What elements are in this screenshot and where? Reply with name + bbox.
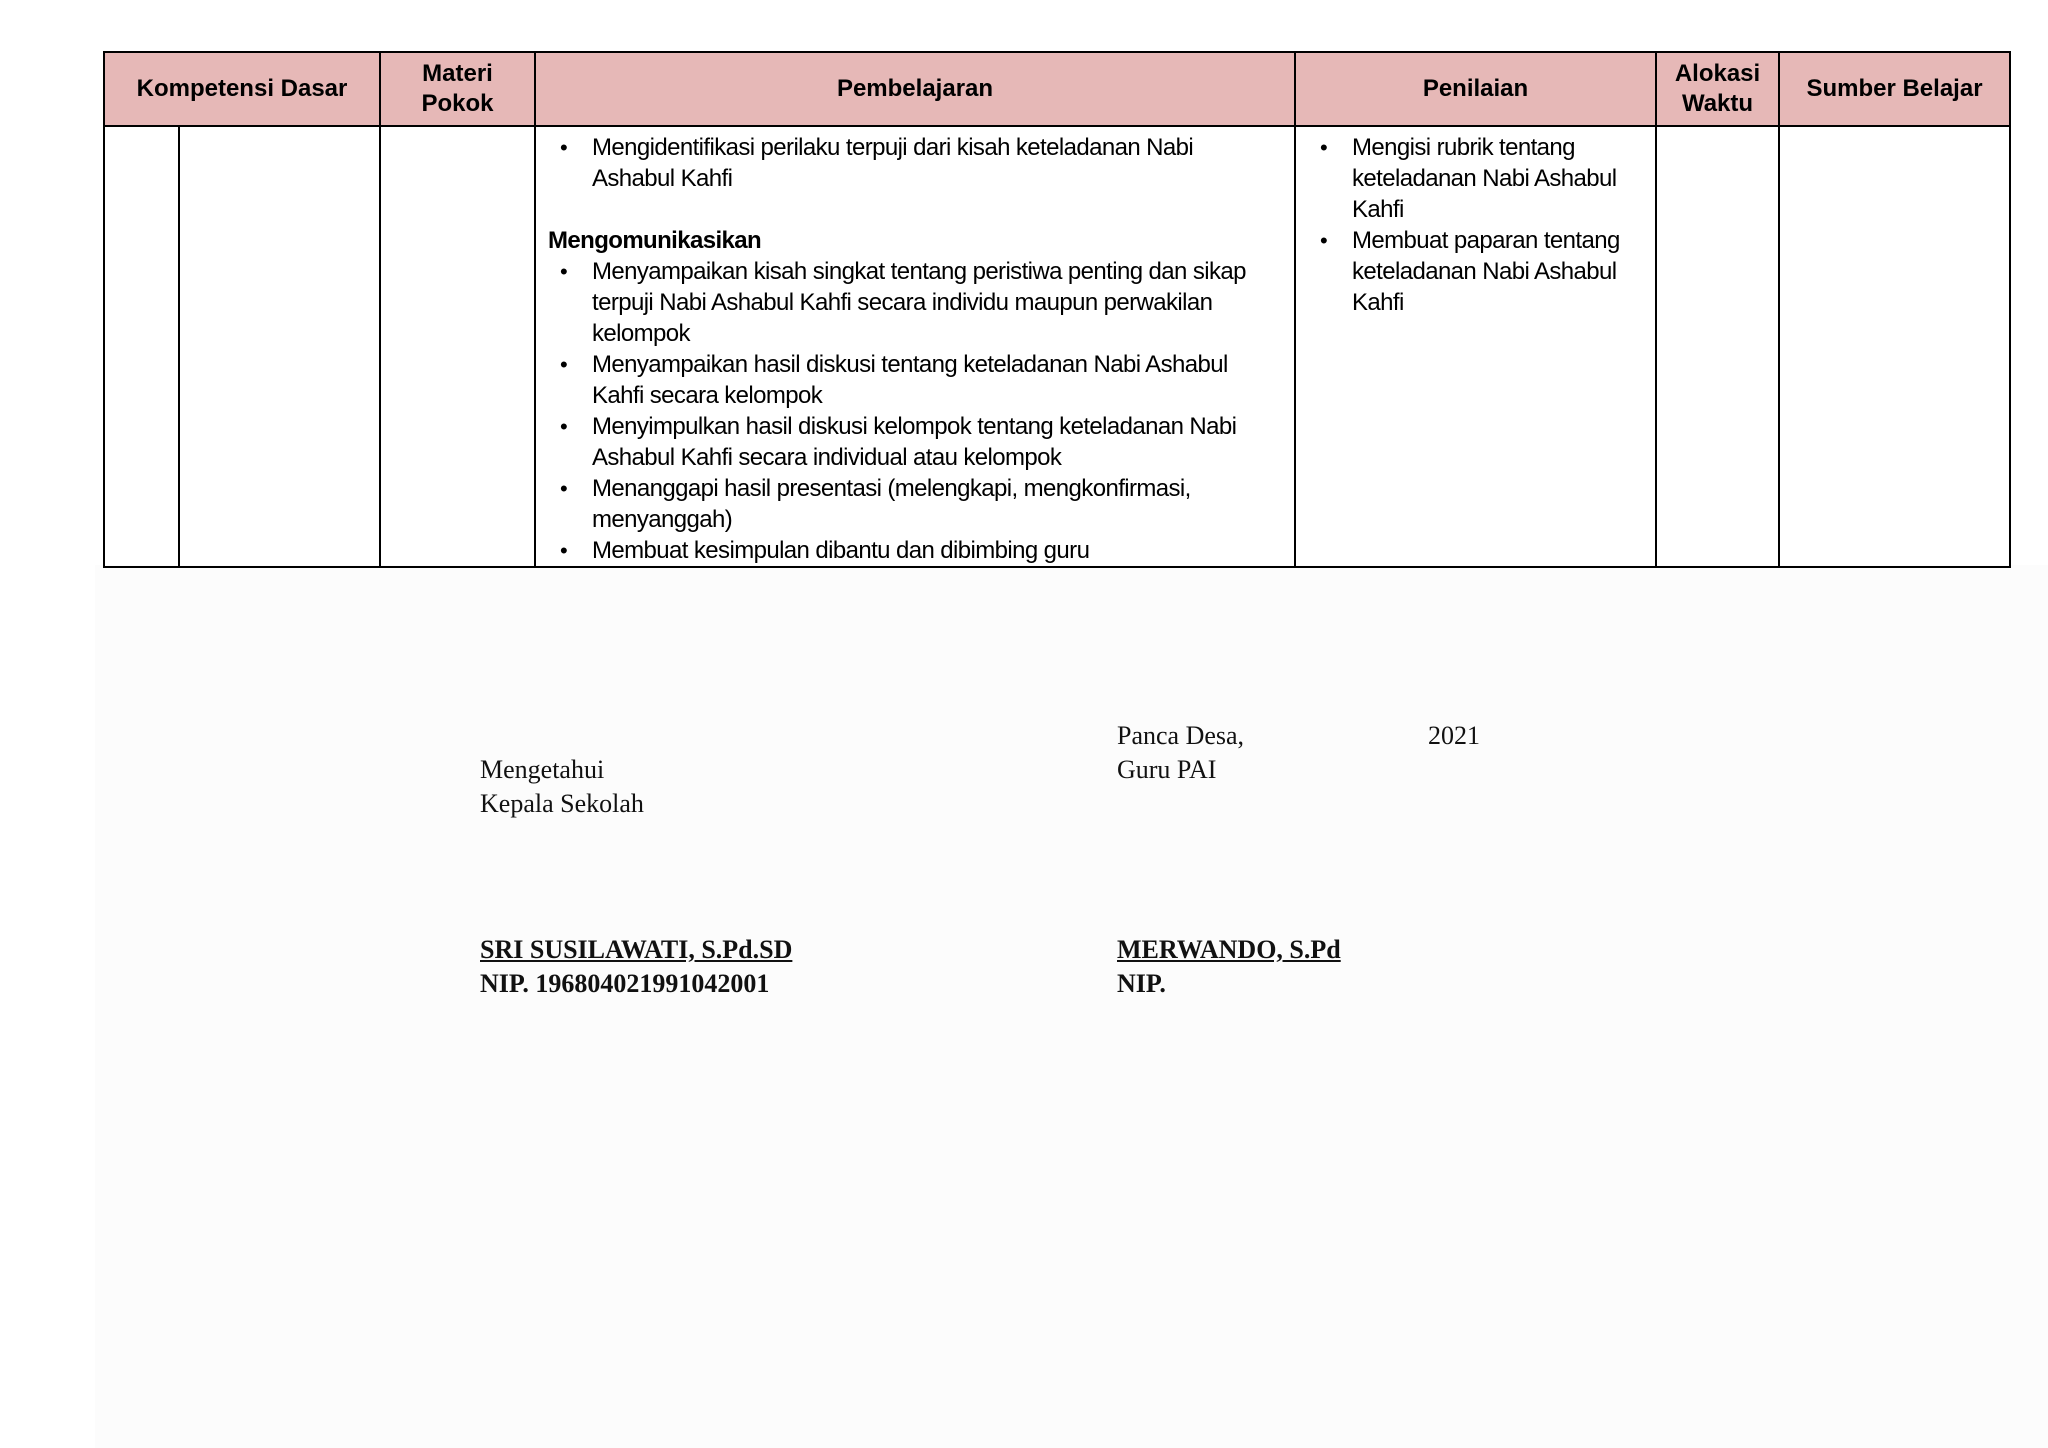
right-nip: NIP. bbox=[1117, 969, 1166, 998]
section-heading: Mengomunikasikan bbox=[548, 227, 762, 254]
right-role: Guru PAI bbox=[1117, 755, 1217, 784]
bullet-icon: • bbox=[560, 476, 568, 501]
header-kompetensi-dasar: Kompetensi Dasar bbox=[104, 52, 380, 126]
left-line2: Kepala Sekolah bbox=[480, 789, 644, 818]
rpp-table bbox=[103, 51, 2011, 568]
list-item: • Membuat paparan tentang keteladanan Nabi Ashabul Kahfi bbox=[1320, 227, 1620, 316]
header-penilaian: Penilaian bbox=[1295, 52, 1656, 126]
cell-kd-number bbox=[104, 126, 179, 567]
left-signatory-name: SRI SUSILAWATI, S.Pd.SD bbox=[480, 935, 793, 964]
cell-materi-pokok bbox=[380, 126, 535, 567]
cell-pembelajaran bbox=[535, 126, 1295, 567]
header-pembelajaran: Pembelajaran bbox=[535, 52, 1295, 126]
bullet-icon: • bbox=[560, 135, 568, 160]
bullet-icon: • bbox=[1320, 135, 1328, 160]
year: 2021 bbox=[1428, 721, 1480, 750]
cell-alokasi-waktu bbox=[1656, 126, 1779, 567]
header-materi-pokok: Materi Pokok bbox=[380, 52, 535, 126]
cell-sumber-belajar bbox=[1779, 126, 2010, 567]
bullet-icon: • bbox=[560, 259, 568, 284]
bullet-icon: • bbox=[1320, 228, 1328, 253]
header-sumber-belajar: Sumber Belajar bbox=[1779, 52, 2010, 126]
list-item: • Menanggapi hasil presentasi (melengkapi, mengkonfirmasi, menyanggah) bbox=[560, 475, 1191, 533]
bullet-icon: • bbox=[560, 414, 568, 439]
bullet-icon: • bbox=[560, 352, 568, 377]
list-item: • Mengisi rubrik tentang keteladanan Nabi Ashabul Kahfi bbox=[1320, 134, 1617, 223]
left-nip: NIP. 196804021991042001 bbox=[480, 969, 770, 998]
left-line1: Mengetahui bbox=[480, 755, 605, 784]
list-item: • Menyampaikan kisah singkat tentang peristiwa penting dan sikap terpuji Nabi Ashabul Kahfi secara individu maupun perwakilan kelompok bbox=[560, 258, 1246, 347]
cell-penilaian bbox=[1295, 126, 1656, 567]
table-header-row bbox=[104, 52, 2010, 126]
list-item: • Menyampaikan hasil diskusi tentang keteladanan Nabi Ashabul Kahfi secara kelompok bbox=[560, 351, 1228, 409]
page-background bbox=[95, 565, 2048, 1448]
list-item: • Membuat kesimpulan dibantu dan dibimbing guru bbox=[560, 537, 1090, 564]
table-row bbox=[104, 126, 2010, 567]
cell-kompetensi-dasar bbox=[179, 126, 380, 567]
pembelajaran-list bbox=[548, 256, 1278, 566]
header-alokasi-waktu: Alokasi Waktu bbox=[1656, 52, 1779, 126]
list-item: • Menyimpulkan hasil diskusi kelompok tentang keteladanan Nabi Ashabul Kahfi secara individual atau kelompok bbox=[560, 413, 1237, 471]
place-date: Panca Desa, bbox=[1117, 721, 1245, 750]
penilaian-list bbox=[1308, 132, 1643, 318]
right-signatory-name: MERWANDO, S.Pd bbox=[1117, 935, 1341, 964]
list-item: • Mengidentifikasi perilaku terpuji dari kisah keteladanan Nabi Ashabul Kahfi bbox=[560, 134, 1194, 192]
bullet-icon: • bbox=[560, 538, 568, 563]
pembelajaran-intro-list bbox=[548, 132, 1278, 194]
